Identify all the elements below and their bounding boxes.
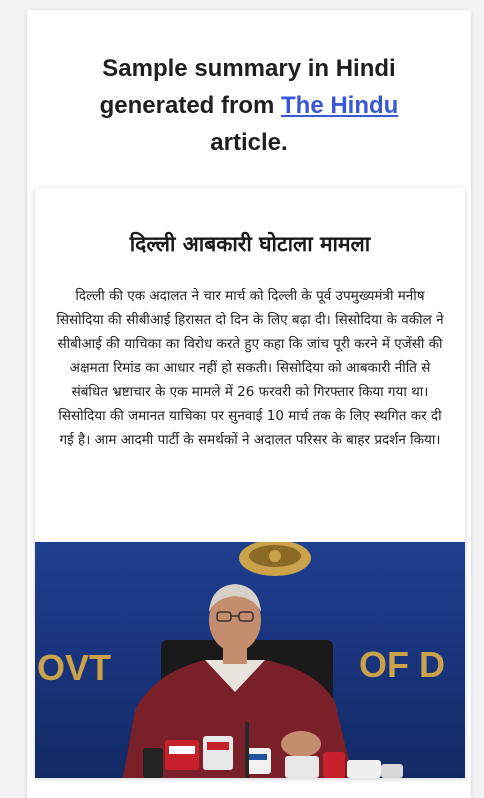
heading-line-2	[27, 87, 471, 124]
heading-line-3: article.	[210, 129, 288, 156]
speaker-hand	[281, 731, 321, 757]
heading-prefix: generated from	[99, 92, 282, 119]
summary-card	[27, 10, 471, 798]
wall-text-left: OVT	[37, 647, 112, 688]
article-body: दिल्ली की एक अदालत ने चार मार्च को दिल्ली के पूर्व उपमुख्यमंत्री मनीष सिसोदिया की सीबीआई हिरासत दो दिन के लिए बढ़ा दी। सिसोदिया के वकील ने सीबीआई की याचिका का विरोध करते हुए कहा कि जांच पूरी करने में एजेंसी की अक्षमता रिमांड का आधार नहीं हो सकती। सिसोदिया को आबकारी नीति से संबंधित भ्रष्टाचार के एक मामले में 26 फरवरी को गिरफ्तार किया गया था। सिसोदिया की जमानत याचिका पर सुनवाई 10 मार्च तक के लिए स्थगित कर दी गई है। आम आदमी पार्टी के समर्थकों ने अदालत परिसर के बाहर प्रदर्शन किया।	[56, 288, 444, 448]
page-heading	[27, 50, 471, 161]
national-emblem	[239, 542, 311, 576]
article-photo	[35, 542, 465, 778]
wall-text-right: OF D	[359, 644, 445, 685]
source-link[interactable]: The Hindu	[281, 92, 399, 119]
article-title: दिल्ली आबकारी घोटाला मामला	[129, 232, 371, 256]
heading-line-1: Sample summary in Hindi	[102, 55, 396, 82]
press-conference-illustration	[35, 542, 465, 778]
article-card	[35, 188, 465, 778]
